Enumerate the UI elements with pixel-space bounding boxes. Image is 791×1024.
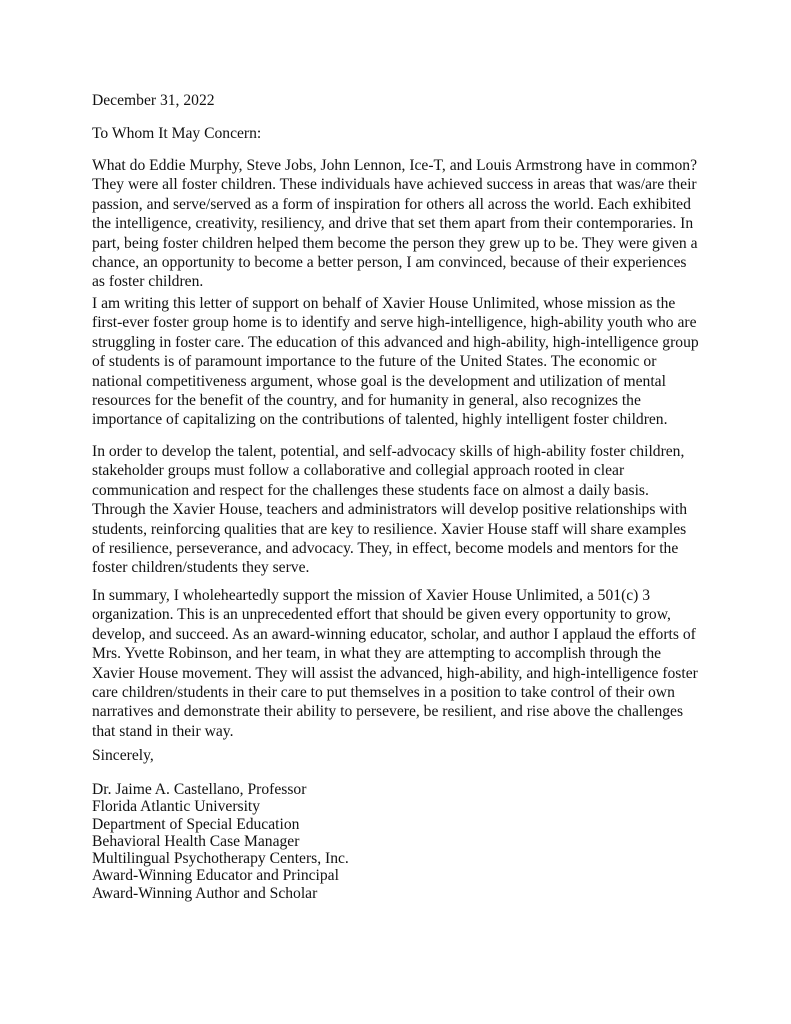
paragraph-4 <box>92 586 732 741</box>
paragraph-line: foster children/students they serve. <box>92 559 310 577</box>
paragraph-line: of resilience, perseverance, and advocacy. They, in effect, become models and mentors for the <box>92 539 679 557</box>
paragraph-line: first-ever foster group home is to identify and serve high-intelligence, high-ability youth who are <box>92 314 697 332</box>
paragraph-line: national competitiveness argument, whose goal is the development and utilization of mental <box>92 372 666 390</box>
paragraph-line: Mrs. Yvette Robinson, and her team, in what they are attempting to accomplish through the <box>92 645 662 663</box>
signature-line: Multilingual Psychotherapy Centers, Inc. <box>92 850 349 868</box>
paragraph-line: passion, and serve/served as a form of inspiration for others all across the world. Each exhibited <box>92 195 691 213</box>
paragraph-3 <box>92 442 732 578</box>
paragraph-line: I am writing this letter of support on behalf of Xavier House Unlimited, whose mission as the <box>92 295 676 312</box>
paragraph-line: communication and respect for the challenges these students face on almost a daily basis. <box>92 481 649 499</box>
paragraph-line: stakeholder groups must follow a collaborative and collegial approach rooted in clear <box>92 462 625 480</box>
letter-closing <box>92 746 732 765</box>
letter-salutation <box>92 124 732 143</box>
paragraph-line: care children/students in their care to put themselves in a position to take control of their own <box>92 683 675 701</box>
paragraph-line: part, being foster children helped them become the person they grew up to be. They were given a <box>92 234 698 252</box>
paragraph-line: as foster children. <box>92 273 204 291</box>
paragraph-line: students, reinforcing qualities that are key to resilience. Xavier House staff will share examples <box>92 520 687 538</box>
paragraph-line: struggling in foster care. The education of this advanced and high-ability, high-intelligence group <box>92 333 699 351</box>
letter-date <box>92 91 732 110</box>
paragraph-line: the intelligence, creativity, resiliency, and drive that set them apart from their contemporaries. In <box>92 215 694 233</box>
paragraph-line: develop, and succeed. As an award-winning educator, scholar, and author I applaud the efforts of <box>92 625 696 643</box>
paragraph-line: Through the Xavier House, teachers and administrators will develop positive relationships with <box>92 501 688 519</box>
paragraph-line: organization. This is an unprecedented effort that should be given every opportunity to grow, <box>92 606 671 624</box>
paragraph-line: that stand in their way. <box>92 722 234 740</box>
salutation-text: To Whom It May Concern: <box>92 125 262 142</box>
paragraph-line: narratives and demonstrate their ability to persevere, be resilient, and rise above the challenges <box>92 703 684 721</box>
paragraph-line: In summary, I wholeheartedly support the mission of Xavier House Unlimited, a 501(c) 3 <box>92 587 651 604</box>
paragraph-line: What do Eddie Murphy, Steve Jobs, John Lennon, Ice-T, and Louis Armstrong have in common? <box>92 157 698 174</box>
signature-name: Dr. Jaime A. Castellano, Professor <box>92 781 307 798</box>
signature-line: Award-Winning Author and Scholar <box>92 884 318 902</box>
date-text: December 31, 2022 <box>92 92 215 109</box>
paragraph-line: resources for the benefit of the country, and for humanity in general, also recognizes the <box>92 391 641 409</box>
signature-line: Florida Atlantic University <box>92 798 261 816</box>
paragraph-1 <box>92 156 732 292</box>
paragraph-line: They were all foster children. These individuals have achieved success in areas that was/are their <box>92 176 697 194</box>
closing-text: Sincerely, <box>92 747 154 764</box>
paragraph-line: chance, an opportunity to become a better person, I am convinced, because of their experiences <box>92 253 687 271</box>
signature-block <box>92 781 732 902</box>
paragraph-line: of students is of paramount importance to the future of the United States. The economic or <box>92 353 657 371</box>
paragraph-2 <box>92 294 732 430</box>
signature-line: Award-Winning Educator and Principal <box>92 867 339 885</box>
paragraph-line: importance of capitalizing on the contributions of talented, highly intelligent foster children. <box>92 411 668 429</box>
signature-line: Behavioral Health Case Manager <box>92 832 300 850</box>
signature-line: Department of Special Education <box>92 815 300 833</box>
paragraph-line: Xavier House movement. They will assist the advanced, high-ability, and high-intelligence foster <box>92 664 698 682</box>
paragraph-line: In order to develop the talent, potential, and self-advocacy skills of high-ability foster children, <box>92 443 685 460</box>
